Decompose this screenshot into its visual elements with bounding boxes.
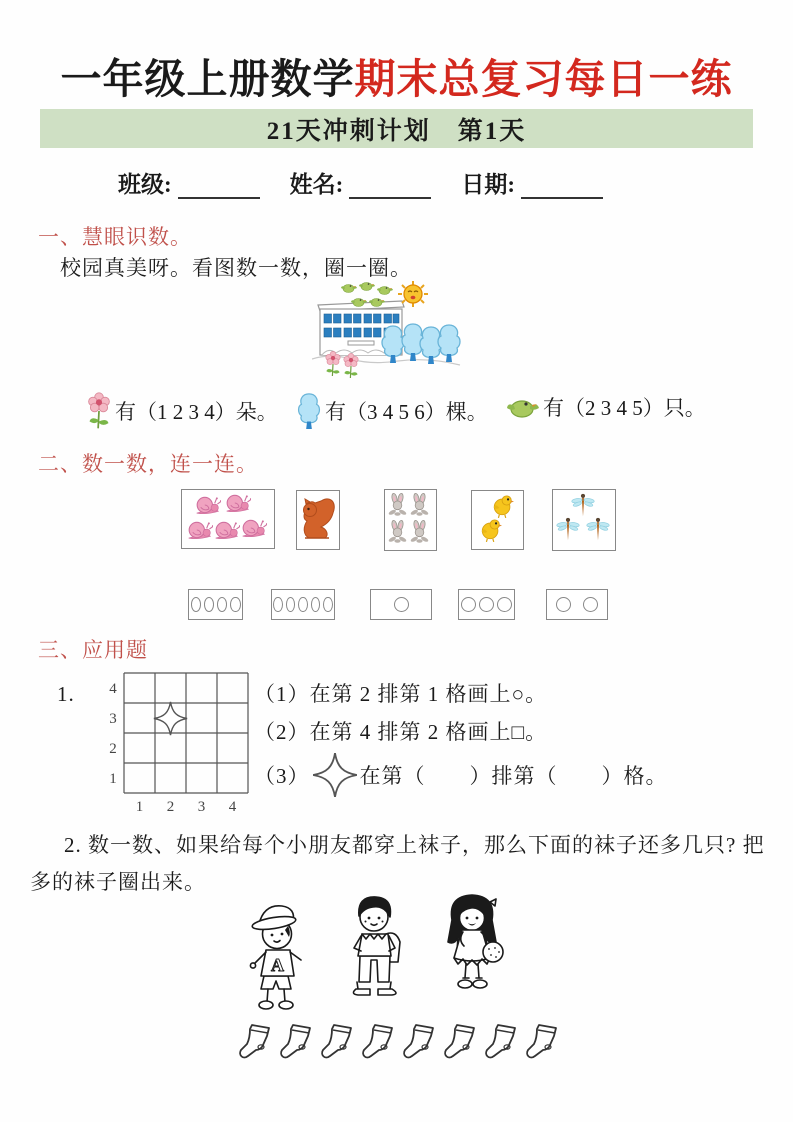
flower-icon <box>86 392 112 430</box>
class-field <box>118 166 260 199</box>
class-label: 班级: <box>118 172 172 197</box>
sock-icon <box>359 1020 399 1064</box>
circle-box-4 <box>188 589 243 620</box>
tree-icon <box>382 326 404 363</box>
bird-icon <box>341 285 357 293</box>
count-trees <box>296 392 488 430</box>
grid-row-label: 4 <box>109 681 117 697</box>
grid-row-label: 2 <box>109 741 117 757</box>
count-circle <box>461 597 476 612</box>
picture-box-dragonflies <box>552 489 616 551</box>
count-circle <box>323 597 332 612</box>
count-circle <box>286 597 295 612</box>
tree-icon <box>438 325 460 362</box>
count-circle <box>497 597 512 612</box>
picture-box-chicks <box>471 490 524 550</box>
page-title-black: 一年级上册数学 <box>60 56 355 102</box>
bird-icon <box>377 287 393 295</box>
count-birds-text: 有（2 3 4 5）只。 <box>543 396 706 420</box>
count-circle <box>204 597 214 612</box>
flower-icon <box>326 351 340 376</box>
student-info-row <box>118 166 603 199</box>
q1-line-1: （1）在第 2 排第 1 格画上○。 <box>254 682 548 706</box>
circle-box-5 <box>271 589 335 620</box>
count-circle <box>311 597 320 612</box>
count-circle <box>556 597 571 612</box>
sock-icon <box>482 1020 522 1064</box>
date-blank-line <box>521 173 603 199</box>
page-title <box>0 46 793 105</box>
socks-row <box>236 1020 563 1064</box>
date-field <box>461 166 603 199</box>
count-circle <box>230 597 240 612</box>
circle-box-3 <box>458 589 515 620</box>
section3-heading: 三、应用题 <box>38 638 148 662</box>
grid-row-label: 3 <box>109 711 117 727</box>
sock-icon <box>277 1020 317 1064</box>
grid-col-label: 2 <box>166 799 175 815</box>
sock-icon <box>236 1020 276 1064</box>
count-circle <box>217 597 227 612</box>
grid-col-label: 1 <box>135 799 144 815</box>
rabbits-illustration <box>385 490 433 547</box>
sun-icon <box>398 281 428 307</box>
q1-line-3-post: 在第（ ）排第（ ）格。 <box>359 764 668 788</box>
building-door-canopy <box>348 341 374 345</box>
q1-line-3 <box>254 752 668 798</box>
tree-icon <box>296 392 322 430</box>
squirrel-illustration <box>297 491 337 546</box>
count-circle <box>583 597 598 612</box>
grid-row-label: 1 <box>109 771 117 787</box>
section2-heading: 二、数一数，连一连。 <box>38 452 258 476</box>
count-circle <box>298 597 307 612</box>
school-scene-illustration <box>312 281 462 385</box>
shirt-letter: A <box>271 955 284 975</box>
sock-icon <box>400 1020 440 1064</box>
q2-line-1: 2. 数一数、如果给每个小朋友都穿上袜子，那么下面的袜子还多几只? 把 <box>64 833 765 857</box>
circle-box-1 <box>370 589 432 620</box>
class-blank-line <box>178 173 260 199</box>
grid-col-label: 4 <box>228 799 237 815</box>
section1-intro: 校园真美呀。看图数一数，圈一圈。 <box>60 256 412 280</box>
boy-with-cap <box>250 906 301 1009</box>
plan-banner <box>40 109 753 148</box>
children-illustration <box>244 890 556 1016</box>
q1-line-3-pre: （3） <box>254 764 310 788</box>
count-flowers <box>86 392 278 430</box>
section1-heading: 一、慧眼识数。 <box>38 225 192 249</box>
name-blank-line <box>349 173 431 199</box>
picture-box-rabbits <box>384 489 437 551</box>
bird-icon <box>506 394 540 420</box>
star-marker-icon <box>154 702 187 735</box>
date-label: 日期: <box>461 172 516 197</box>
star-icon <box>312 752 358 798</box>
boy-with-backpack <box>353 897 400 995</box>
picture-box-squirrel <box>296 490 340 550</box>
count-flowers-text: 有（1 2 3 4）朵。 <box>115 400 278 424</box>
count-birds <box>506 392 706 422</box>
count-circle <box>479 597 494 612</box>
q1-line-2: （2）在第 4 排第 2 格画上□。 <box>254 720 548 744</box>
sock-icon <box>523 1020 563 1064</box>
dragonflies-illustration <box>553 490 612 547</box>
name-field <box>290 166 432 199</box>
chicks-illustration <box>472 491 520 546</box>
page-title-red: 期末总复习每日一练 <box>354 56 733 102</box>
girl-with-bag <box>448 895 503 988</box>
position-grid <box>96 668 258 818</box>
count-circle <box>394 597 409 612</box>
picture-box-snails <box>181 489 275 549</box>
name-label: 姓名: <box>289 172 344 197</box>
count-trees-text: 有（3 4 5 6）棵。 <box>325 400 488 424</box>
count-circle <box>273 597 282 612</box>
snails-illustration <box>182 490 271 545</box>
count-circle <box>191 597 201 612</box>
bird-icon <box>359 283 375 291</box>
q2-line-2: 多的袜子圈出来。 <box>30 870 206 894</box>
sock-icon <box>441 1020 481 1064</box>
q1-number: 1. <box>57 682 75 706</box>
circle-box-2 <box>546 589 608 620</box>
plan-banner-text: 21天冲刺计划 第1天 <box>266 117 527 145</box>
grid-col-label: 3 <box>197 799 206 815</box>
sock-icon <box>318 1020 358 1064</box>
flower-icon <box>344 353 358 378</box>
